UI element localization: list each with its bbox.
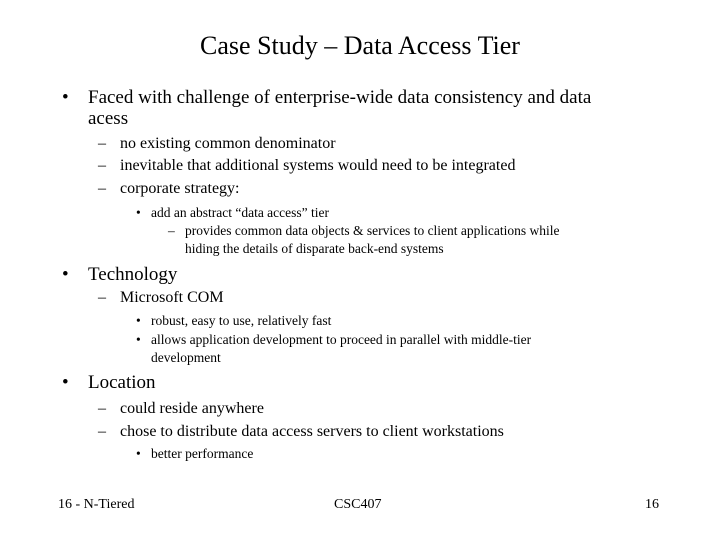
- bullet-challenge-line2: acess: [88, 108, 129, 129]
- footer-center: CSC407: [334, 497, 382, 512]
- bullet-marker: •: [136, 446, 141, 461]
- level4-provides-line2: hiding the details of disparate back-end systems: [185, 241, 444, 256]
- bullet-marker: •: [136, 313, 141, 328]
- slide-title: Case Study – Data Access Tier: [200, 31, 520, 60]
- dash-marker: –: [98, 135, 106, 152]
- bullet-challenge-line1: Faced with challenge of enterprise-wide data consistency and data: [88, 87, 592, 108]
- dash-marker: –: [98, 400, 106, 417]
- level3-better-performance: better performance: [151, 446, 254, 461]
- subitem-distribute-servers: chose to distribute data access servers to client workstations: [120, 423, 504, 440]
- dash-marker: –: [98, 289, 106, 306]
- dash-marker: –: [98, 180, 106, 197]
- subitem-no-common-denominator: no existing common denominator: [120, 135, 336, 152]
- level4-provides-line1: provides common data objects & services to client applications while: [185, 223, 560, 238]
- level3-robust: robust, easy to use, relatively fast: [151, 313, 332, 328]
- bullet-technology: Technology: [88, 264, 178, 285]
- footer-page-number: 16: [645, 497, 659, 512]
- dash-marker: –: [168, 223, 175, 238]
- bullet-marker: •: [136, 205, 141, 220]
- level3-parallel-development-line1: allows application development to proceed in parallel with middle-tier: [151, 332, 532, 347]
- bullet-marker: •: [136, 332, 141, 347]
- subitem-corporate-strategy: corporate strategy:: [120, 180, 240, 197]
- footer-left: 16 - N-Tiered: [58, 497, 135, 512]
- subitem-reside-anywhere: could reside anywhere: [120, 400, 264, 417]
- bullet-location: Location: [88, 372, 156, 393]
- subitem-microsoft-com: Microsoft COM: [120, 289, 224, 306]
- subitem-additional-systems: inevitable that additional systems would need to be integrated: [120, 157, 516, 174]
- dash-marker: –: [98, 423, 106, 440]
- level3-data-access-tier: add an abstract “data access” tier: [151, 205, 330, 220]
- bullet-marker: •: [62, 87, 69, 108]
- dash-marker: –: [98, 157, 106, 174]
- bullet-marker: •: [62, 264, 69, 285]
- level3-parallel-development-line2: development: [151, 350, 221, 365]
- bullet-marker: •: [62, 372, 69, 393]
